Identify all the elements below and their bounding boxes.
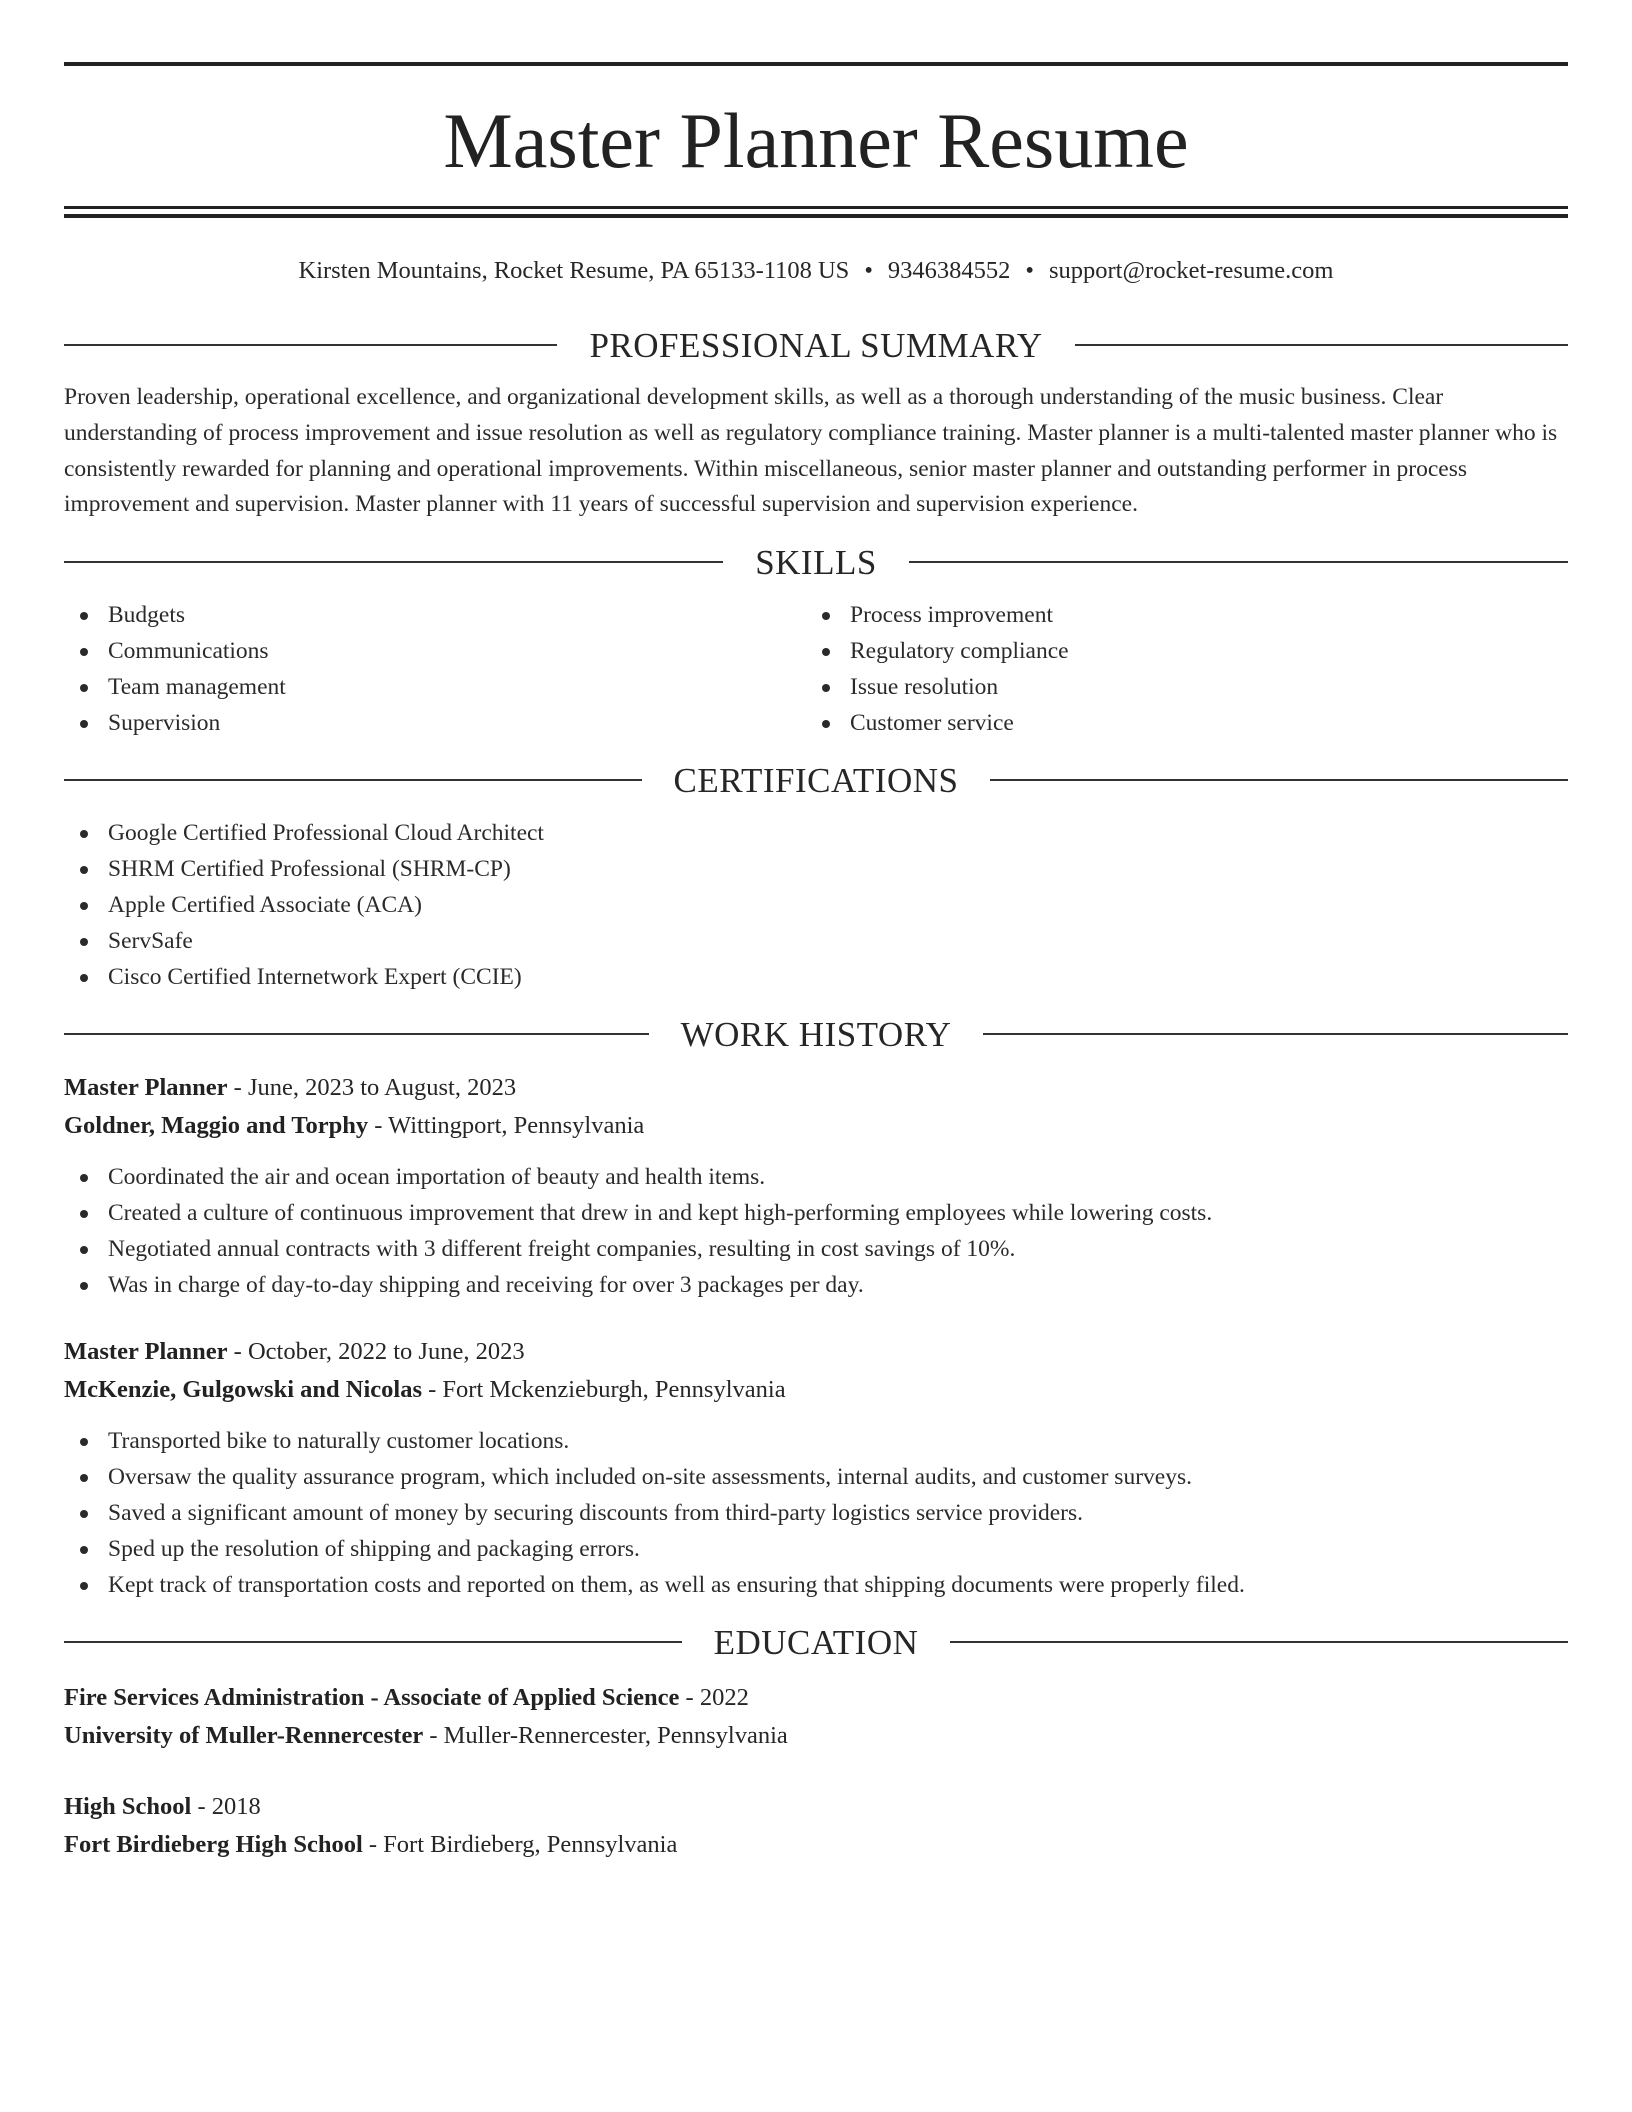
education-year: 2022 [699,1684,749,1712]
list-item: Process improvement [806,597,1548,633]
list-item: Google Certified Professional Cloud Architect [64,815,1568,851]
education-degree-line: High School - 2018 [64,1793,261,1821]
job-bullets [64,1423,1568,1603]
list-item: Apple Certified Associate (ACA) [64,887,1568,923]
contact-separator: • [1025,257,1034,284]
list-item: Supervision [64,705,806,741]
page-title: Master Planner Resume [443,97,1189,184]
education-degree: Fire Services Administration - Associate of Applied Science [64,1684,680,1712]
education-location: Muller-Rennercester, Pennsylvania [443,1722,788,1750]
title-double-rule [64,206,1568,218]
section-title: PROFESSIONAL SUMMARY [589,325,1043,365]
list-item: Customer service [806,705,1548,741]
job-company-line: Goldner, Maggio and Torphy - Wittingport, Pennsylvania [64,1112,645,1140]
contact-separator: • [864,257,873,284]
contact-email: support@rocket-resume.com [1048,257,1334,284]
top-rule [64,62,1568,66]
contact-phone: 9346384552 [887,257,1011,284]
list-item: Kept track of transportation costs and reported on them, as well as ensuring that shipping documents were properly filed. [64,1567,1568,1603]
skills-list-right [806,597,1548,741]
list-item: Budgets [64,597,806,633]
education-degree-line: Fire Services Administration - Associate of Applied Science - 2022 [64,1684,749,1712]
job-title-line: Master Planner - June, 2023 to August, 2023 [64,1074,517,1102]
list-item: Created a culture of continuous improvement that drew in and kept high-performing employees while lowering costs. [64,1195,1568,1231]
section-header-certifications [64,755,1568,805]
list-item: Was in charge of day-to-day shipping and receiving for over 3 packages per day. [64,1267,1568,1303]
list-item: Sped up the resolution of shipping and packaging errors. [64,1531,1568,1567]
skills-list-left [64,597,806,741]
job-dates: October, 2022 to June, 2023 [247,1338,525,1366]
education-degree: High School [64,1793,192,1821]
job-title-line: Master Planner - October, 2022 to June, 2023 [64,1338,525,1366]
section-title: SKILLS [755,542,877,582]
list-item: Negotiated annual contracts with 3 different freight companies, resulting in cost savings of 10%. [64,1231,1568,1267]
section-header-education [64,1617,1568,1667]
contact-address: Kirsten Mountains, Rocket Resume, PA 65133-1108 US [298,257,850,284]
list-item: Saved a significant amount of money by securing discounts from third-party logistics service providers. [64,1495,1568,1531]
job-title: Master Planner [64,1338,228,1366]
job-location: Fort Mckenzieburgh, Pennsylvania [442,1376,786,1404]
education-location: Fort Birdieberg, Pennsylvania [383,1831,678,1859]
section-header-skills [64,537,1568,587]
list-item: Coordinated the air and ocean importation of beauty and health items. [64,1159,1568,1195]
section-header-summary [64,320,1568,370]
section-title: WORK HISTORY [680,1014,952,1054]
education-school-line: University of Muller-Rennercester - Muller-Rennercester, Pennsylvania [64,1722,788,1750]
job-company: Goldner, Maggio and Torphy [64,1112,369,1140]
job-entry [64,1069,1568,1303]
education-school: University of Muller-Rennercester [64,1722,424,1750]
section-title: CERTIFICATIONS [673,760,959,800]
list-item: Oversaw the quality assurance program, which included on-site assessments, internal audits, and customer surveys. [64,1459,1568,1495]
certifications-list [64,815,1568,995]
list-item: Transported bike to naturally customer locations. [64,1423,1568,1459]
job-bullets [64,1159,1568,1303]
list-item: Regulatory compliance [806,633,1548,669]
section-title: EDUCATION [713,1622,919,1662]
list-item: Team management [64,669,806,705]
contact-line [64,254,1568,288]
list-item: Cisco Certified Internetwork Expert (CCIE) [64,959,1568,995]
list-item: Communications [64,633,806,669]
job-company: McKenzie, Gulgowski and Nicolas [64,1376,422,1404]
education-entry [64,1679,1568,1755]
list-item: ServSafe [64,923,1568,959]
job-title: Master Planner [64,1074,228,1102]
education-school-line: Fort Birdieberg High School - Fort Birdieberg, Pennsylvania [64,1831,678,1859]
education-school: Fort Birdieberg High School [64,1831,363,1859]
section-header-work-history [64,1009,1568,1059]
summary-text: Proven leadership, operational excellence, and organizational development skills, as well as a thorough understanding of the music business. Clear understanding of process improvement and issue resolution as well as regulatory compliance training. Master planner is a multi-talented master planner who is consistently rewarded for planning and operational improvements. Within miscellaneous, senior master planner and outstanding performer in process improvement and supervision. Master planner with 11 years of successful supervision and supervision experience. [64,384,1558,518]
job-dates: June, 2023 to August, 2023 [247,1074,517,1102]
education-entry [64,1788,1568,1864]
skills-columns [64,597,1568,741]
job-entry [64,1333,1568,1603]
job-company-line: McKenzie, Gulgowski and Nicolas - Fort Mckenzieburgh, Pennsylvania [64,1376,786,1404]
job-location: Wittingport, Pennsylvania [388,1112,645,1140]
education-year: 2018 [211,1793,261,1821]
list-item: SHRM Certified Professional (SHRM-CP) [64,851,1568,887]
list-item: Issue resolution [806,669,1548,705]
